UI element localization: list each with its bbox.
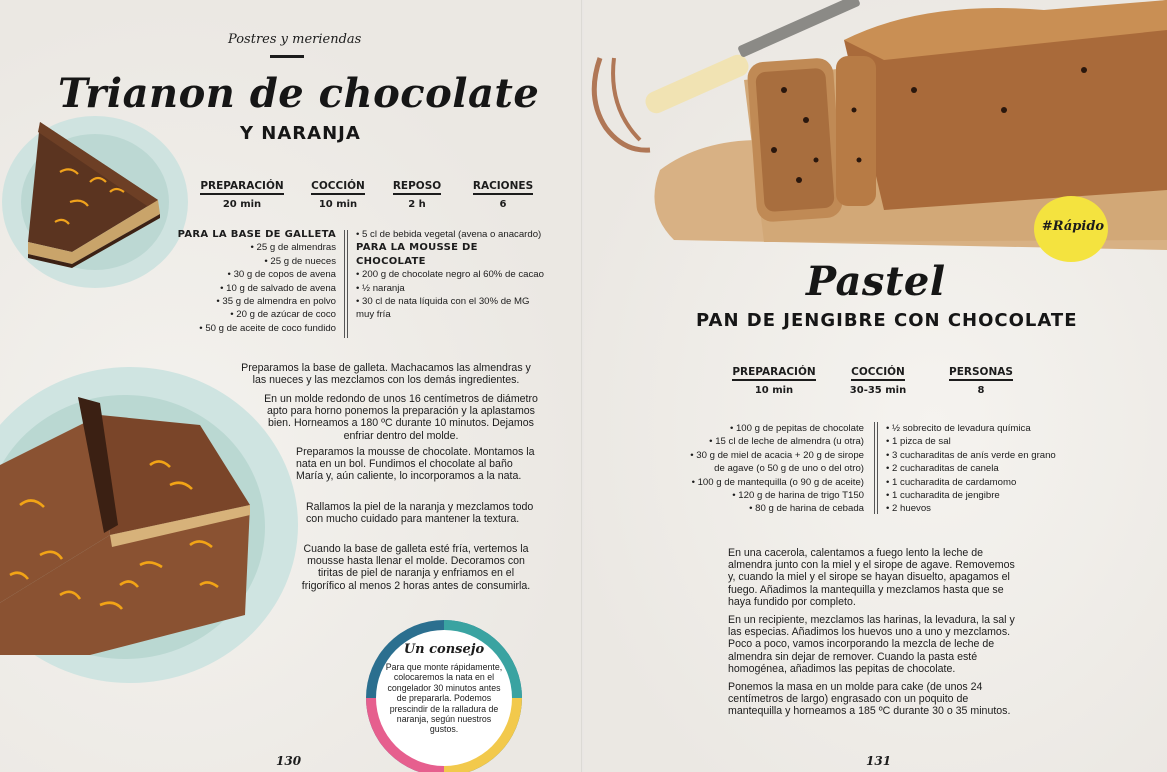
- ingredient-item: • 30 g de copos de avena: [227, 269, 336, 281]
- meta-value: 10 min: [318, 199, 358, 210]
- recipe-subtitle: Y NARANJA: [240, 123, 361, 144]
- meta-value: 10 min: [754, 385, 794, 396]
- ingredient-item: • 2 cucharaditas de canela: [886, 463, 999, 475]
- ingredient-item: • 3 cucharaditas de anís verde en grano: [886, 449, 1056, 461]
- ingredient-item: • 100 g de mantequilla (o 90 g de aceite): [691, 476, 864, 488]
- meta-cook: [300, 176, 376, 210]
- meta-label: PREPARACIÓN: [732, 366, 815, 381]
- meta-cook: [838, 362, 918, 396]
- ingredients-divider: [347, 230, 348, 338]
- step-text: En una cacerola, calentamos a fuego lento la leche de almendra junto con la miel y el sirope de agave. Removemos y, cuando la miel y el sirope se hayan disuelto, apagamos el fuego. Añadimos la mantequilla y mezclamos hasta que se haya fundido por completo.: [728, 547, 1015, 608]
- section-underline: [270, 55, 304, 58]
- meta-value: 8: [977, 385, 985, 396]
- ingredient-item: • 50 g de aceite de coco fundido: [199, 322, 336, 334]
- recipe-subtitle: PAN DE JENGIBRE CON CHOCOLATE: [696, 310, 1078, 331]
- meta-label: REPOSO: [393, 180, 441, 195]
- ingredients-list-b: [886, 422, 1086, 516]
- ingredients-divider: [874, 422, 875, 514]
- ingredient-item: • 25 g de almendras: [250, 242, 336, 254]
- meta-value: 6: [499, 199, 507, 210]
- ingredient-item: • 35 g de almendra en polvo: [216, 296, 336, 308]
- ingredient-item: • 2 huevos: [886, 503, 931, 515]
- ingredient-item: • ½ naranja: [356, 282, 405, 294]
- left-page: [0, 0, 583, 772]
- meta-label: COCCIÓN: [851, 366, 905, 381]
- ingredients-list-a: [680, 422, 864, 516]
- recipe-title: Trianon de chocolate: [58, 70, 540, 117]
- meta-label: COCCIÓN: [311, 180, 365, 195]
- cake-plate-photo: [0, 355, 300, 685]
- ingredients-heading: PARA LA MOUSSE DE CHOCOLATE: [356, 242, 478, 267]
- step-text: Preparamos la base de galleta. Machacamos las almendras y las nueces y las mezclamos con los demás ingredientes.: [241, 362, 531, 387]
- section-title: Postres y meriendas: [228, 32, 362, 47]
- meta-value: 2 h: [408, 199, 426, 210]
- meta-label: PERSONAS: [949, 366, 1013, 381]
- meta-label: PREPARACIÓN: [200, 180, 283, 195]
- tip-title: Un consejo: [403, 642, 485, 657]
- step-text: Ponemos la masa en un molde para cake (de unos 24 centímetros de largo) engrasado con un poquito de mantequilla y horneamos a 185 ºC durante 30 o 35 minutos.: [728, 681, 1011, 718]
- meta-label: RACIONES: [473, 180, 533, 195]
- recipe-title: Pastel: [806, 258, 946, 305]
- quick-badge-label: #Rápido: [1041, 219, 1105, 234]
- step-text: Rallamos la piel de la naranja y mezclamos todo con mucho cuidado para mantener la textura.: [306, 501, 534, 526]
- ingredient-item: • 1 cucharadita de jengibre: [886, 490, 1000, 502]
- ingredients-divider: [877, 422, 878, 514]
- ingredient-item: • 100 g de pepitas de chocolate: [729, 423, 864, 434]
- ingredient-item: • 120 g de harina de trigo T150: [732, 490, 864, 502]
- step-text: En un molde redondo de unos 16 centímetros de diámetro apto para horno ponemos la preparación y la aplastamos bien. Horneamos a 180 ºC durante 10 minutos. Dejamos enfriar dentro del molde.: [264, 393, 538, 442]
- ingredient-item: • 15 cl de leche de almendra (u otra): [709, 436, 864, 448]
- ingredient-item: • 1 cucharadita de cardamomo: [886, 476, 1017, 488]
- ingredients-divider: [344, 230, 345, 338]
- meta-rest: [384, 176, 450, 210]
- ingredient-item: • 10 g de salvado de avena: [220, 282, 336, 294]
- ingredient-item: • 200 g de chocolate negro al 60% de cacao: [356, 269, 544, 281]
- ingredient-item: • 80 g de harina de cebada: [749, 503, 864, 515]
- ingredient-item: • ½ sobrecito de levadura química: [886, 423, 1031, 434]
- ingredient-item: • 5 cl de bebida vegetal (avena o anacardo): [356, 229, 542, 240]
- meta-value: 30-35 min: [849, 385, 907, 396]
- meta-prep: [728, 362, 820, 396]
- page-number: 131: [866, 754, 892, 768]
- ingredients-mousse: [356, 228, 546, 322]
- step-text: Preparamos la mousse de chocolate. Montamos la nata en un bol. Fundimos el chocolate al baño María y, aún caliente, lo incorporamos a la nata.: [296, 446, 535, 483]
- ingredient-item: • 30 cl de nata líquida con el 30% de MG muy fría: [356, 296, 530, 321]
- meta-servings: [466, 176, 540, 210]
- ingredient-item: • 30 g de miel de acacia + 20 g de sirope de agave (o 50 g de uno o del otro): [690, 449, 864, 475]
- meta-value: 20 min: [222, 199, 262, 210]
- ingredient-item: • 25 g de nueces: [264, 255, 336, 267]
- ingredients-base: [160, 228, 336, 335]
- page-number: 130: [276, 754, 302, 768]
- step-text: En un recipiente, mezclamos las harinas, la levadura, la sal y las especias. Añadimos los huevos uno a uno y mezclamos. Poco a poco, vamos incorporando la mezcla de leche de almendra sin dejar de remover. Cuando la pasta esté homogénea, añadimos las pepitas de chocolate.: [728, 614, 1015, 675]
- ingredient-item: • 1 pizca de sal: [886, 436, 951, 448]
- ingredients-heading: PARA LA BASE DE GALLETA: [177, 229, 336, 240]
- right-page: [584, 0, 1167, 772]
- tip-text: Para que monte rápidamente, colocaremos la nata en el congelador 30 minutos antes de prepararla. Podemos prescindir de la ralladura de naranja, según nuestros gustos.: [385, 662, 503, 735]
- meta-prep: [196, 176, 288, 210]
- meta-servings: [940, 362, 1022, 396]
- ingredient-item: • 20 g de azúcar de coco: [230, 309, 336, 321]
- step-text: Cuando la base de galleta esté fría, vertemos la mousse hasta llenar el molde. Decoramos con tiritas de piel de naranja y enfriamos en el frigorífico al menos 2 horas antes de consumirla.: [301, 543, 531, 592]
